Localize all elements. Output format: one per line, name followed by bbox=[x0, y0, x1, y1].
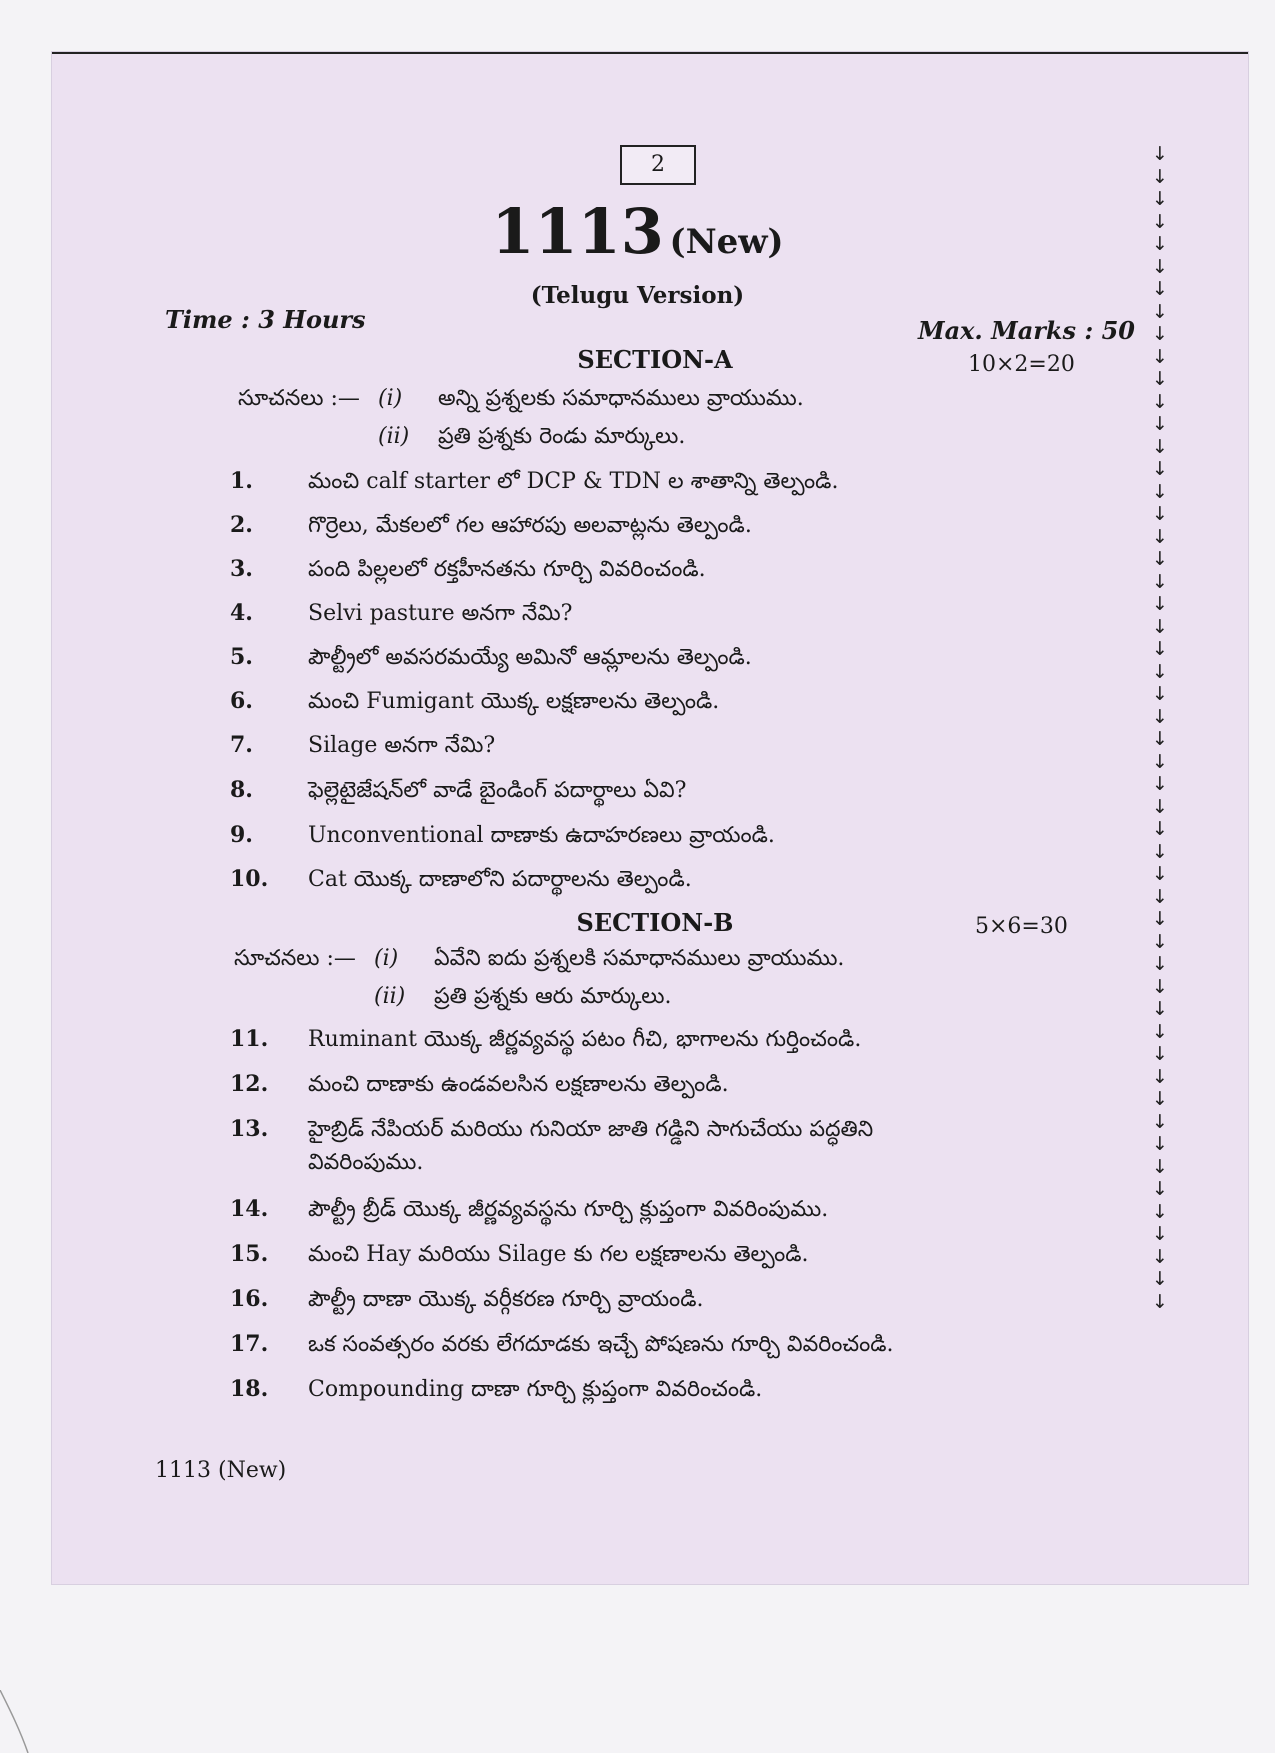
down-arrow-icon: ↓ bbox=[1152, 1065, 1168, 1088]
paper-title bbox=[0, 195, 1275, 268]
section-a-marks: 10×2=20 bbox=[968, 352, 1075, 377]
down-arrow-icon: ↓ bbox=[1152, 1088, 1168, 1110]
down-arrow-icon: ↓ bbox=[1152, 998, 1168, 1020]
down-arrow-icon: ↓ bbox=[1152, 570, 1168, 593]
question-11: 11. Ruminant యొక్క జీర్ణవ్యవస్థ పటం గీచి, భాగాలను గుర్తించండి. bbox=[230, 1026, 862, 1052]
down-arrow-icon: ↓ bbox=[1152, 345, 1168, 368]
question-15: 15. మంచి Hay మరియు Silage కు గల లక్షణాలను తెల్పండి. bbox=[230, 1241, 809, 1267]
down-arrow-icon: ↓ bbox=[1152, 503, 1168, 525]
question-9: 9. Unconventional దాణాకు ఉదాహరణలు వ్రాయండి. bbox=[230, 822, 775, 848]
down-arrow-icon: ↓ bbox=[1152, 773, 1168, 795]
question-12: 12. మంచి దాణాకు ఉండవలసిన లక్షణాలను తెల్పండి. bbox=[230, 1071, 729, 1097]
time-label: Time : 3 Hours bbox=[165, 305, 366, 334]
page-fold-mark bbox=[0, 1690, 40, 1753]
down-arrow-icon: ↓ bbox=[1152, 458, 1168, 480]
section-a-title: SECTION-A bbox=[577, 345, 733, 374]
down-arrow-icon: ↓ bbox=[1152, 188, 1168, 210]
question-13-continuation: వివరింపుము. bbox=[308, 1150, 424, 1175]
margin-arrow-column bbox=[1148, 143, 1172, 1313]
footer-paper-code: 1113 (New) bbox=[155, 1458, 287, 1483]
down-arrow-icon: ↓ bbox=[1152, 1200, 1168, 1223]
down-arrow-icon: ↓ bbox=[1152, 1020, 1168, 1043]
down-arrow-icon: ↓ bbox=[1152, 435, 1168, 458]
down-arrow-icon: ↓ bbox=[1152, 1043, 1168, 1065]
down-arrow-icon: ↓ bbox=[1152, 165, 1168, 188]
down-arrow-icon: ↓ bbox=[1152, 1133, 1168, 1155]
down-arrow-icon: ↓ bbox=[1152, 885, 1168, 908]
question-6: 6. మంచి Fumigant యొక్క లక్షణాలను తెల్పండి. bbox=[230, 688, 720, 714]
note-text: అన్ని ప్రశ్నలకు సమాధానములు వ్రాయుము. bbox=[438, 386, 804, 411]
section-b-title: SECTION-B bbox=[576, 908, 734, 937]
down-arrow-icon: ↓ bbox=[1152, 1155, 1168, 1178]
paper-version: (Telugu Version) bbox=[530, 282, 745, 309]
down-arrow-icon: ↓ bbox=[1152, 480, 1168, 503]
question-3: 3. పంది పిల్లలలో రక్తహీనతను గూర్చి వివరించండి. bbox=[230, 556, 706, 582]
down-arrow-icon: ↓ bbox=[1152, 548, 1168, 570]
down-arrow-icon: ↓ bbox=[1152, 728, 1168, 750]
down-arrow-icon: ↓ bbox=[1152, 323, 1168, 345]
note-roman: (ii) bbox=[374, 984, 406, 1009]
section-b-marks: 5×6=30 bbox=[975, 914, 1068, 939]
down-arrow-icon: ↓ bbox=[1152, 390, 1168, 413]
question-13: 13. హైబ్రిడ్ నేపియర్ మరియు గునియా జాతి గడ్డిని సాగుచేయు పద్ధతిని వివరింపుము. bbox=[230, 1116, 873, 1147]
note-roman: (i) bbox=[374, 946, 399, 971]
down-arrow-icon: ↓ bbox=[1152, 660, 1168, 683]
paper-tag: (New) bbox=[669, 222, 784, 262]
down-arrow-icon: ↓ bbox=[1152, 255, 1168, 278]
question-2: 2. గొర్రెలు, మేకలలో గల ఆహారపు అలవాట్లను తెల్పండి. bbox=[230, 512, 752, 538]
question-18: 18. Compounding దాణా గూర్చి క్లుప్తంగా వివరించండి. bbox=[230, 1376, 763, 1402]
down-arrow-icon: ↓ bbox=[1152, 300, 1168, 323]
note-roman: (i) bbox=[378, 386, 403, 411]
down-arrow-icon: ↓ bbox=[1152, 1223, 1168, 1245]
down-arrow-icon: ↓ bbox=[1152, 413, 1168, 435]
down-arrow-icon: ↓ bbox=[1152, 818, 1168, 840]
paper-code: 1113 bbox=[491, 195, 664, 268]
down-arrow-icon: ↓ bbox=[1152, 368, 1168, 390]
section-a-note-2 bbox=[238, 424, 685, 454]
down-arrow-icon: ↓ bbox=[1152, 953, 1168, 975]
down-arrow-icon: ↓ bbox=[1152, 840, 1168, 863]
note-text: ప్రతి ప్రశ్నకు ఆరు మార్కులు. bbox=[434, 984, 672, 1009]
down-arrow-icon: ↓ bbox=[1152, 705, 1168, 728]
down-arrow-icon: ↓ bbox=[1152, 863, 1168, 885]
down-arrow-icon: ↓ bbox=[1152, 143, 1168, 165]
section-a-note-1 bbox=[238, 386, 804, 416]
down-arrow-icon: ↓ bbox=[1152, 638, 1168, 660]
note-label: సూచనలు :— bbox=[238, 386, 360, 411]
down-arrow-icon: ↓ bbox=[1152, 930, 1168, 953]
question-8: 8. ఫెల్లెటైజేషన్‌లో వాడే బైండింగ్ పదార్థాలు ఏవి? bbox=[230, 777, 687, 803]
down-arrow-icon: ↓ bbox=[1152, 975, 1168, 998]
page-number-box: 2 bbox=[620, 145, 696, 185]
down-arrow-icon: ↓ bbox=[1152, 908, 1168, 930]
section-b-note-2 bbox=[234, 984, 671, 1014]
down-arrow-icon: ↓ bbox=[1152, 750, 1168, 773]
down-arrow-icon: ↓ bbox=[1152, 1245, 1168, 1268]
down-arrow-icon: ↓ bbox=[1152, 795, 1168, 818]
question-1: 1. మంచి calf starter లో DCP & TDN ల శాతాన్ని తెల్పండి. bbox=[230, 468, 839, 494]
question-17: 17. ఒక సంవత్సరం వరకు లేగదూడకు ఇచ్చే పోషణను గూర్చి వివరించండి. bbox=[230, 1331, 894, 1357]
question-14: 14. పౌల్ట్రీ బ్రీడ్ యొక్క జీర్ణవ్యవస్థను గూర్చి క్లుప్తంగా వివరింపుము. bbox=[230, 1196, 829, 1222]
question-5: 5. పౌల్ట్రీలో అవసరమయ్యే అమినో ఆమ్లాలను తెల్పండి. bbox=[230, 644, 752, 670]
down-arrow-icon: ↓ bbox=[1152, 233, 1168, 255]
question-10: 10. Cat యొక్క దాణాలోని పదార్థాలను తెల్పండి. bbox=[230, 866, 692, 892]
down-arrow-icon: ↓ bbox=[1152, 615, 1168, 638]
note-roman: (ii) bbox=[378, 424, 410, 449]
note-text: ప్రతి ప్రశ్నకు రెండు మార్కులు. bbox=[438, 424, 686, 449]
max-marks-label: Max. Marks : 50 bbox=[918, 316, 1136, 345]
note-text: ఏవేని ఐదు ప్రశ్నలకి సమాధానములు వ్రాయుము. bbox=[434, 946, 845, 971]
question-7: 7. Silage అనగా నేమి? bbox=[230, 732, 496, 758]
down-arrow-icon: ↓ bbox=[1152, 278, 1168, 300]
question-16: 16. పౌల్ట్రీ దాణా యొక్క వర్గీకరణ గూర్చి వ్రాయండి. bbox=[230, 1286, 704, 1312]
down-arrow-icon: ↓ bbox=[1152, 1290, 1168, 1313]
question-4: 4. Selvi pasture అనగా నేమి? bbox=[230, 600, 573, 626]
down-arrow-icon: ↓ bbox=[1152, 593, 1168, 615]
down-arrow-icon: ↓ bbox=[1152, 1178, 1168, 1200]
down-arrow-icon: ↓ bbox=[1152, 1110, 1168, 1133]
down-arrow-icon: ↓ bbox=[1152, 525, 1168, 548]
note-label: సూచనలు :— bbox=[234, 946, 356, 971]
down-arrow-icon: ↓ bbox=[1152, 683, 1168, 705]
down-arrow-icon: ↓ bbox=[1152, 1268, 1168, 1290]
section-b-note-1 bbox=[234, 946, 844, 976]
down-arrow-icon: ↓ bbox=[1152, 210, 1168, 233]
